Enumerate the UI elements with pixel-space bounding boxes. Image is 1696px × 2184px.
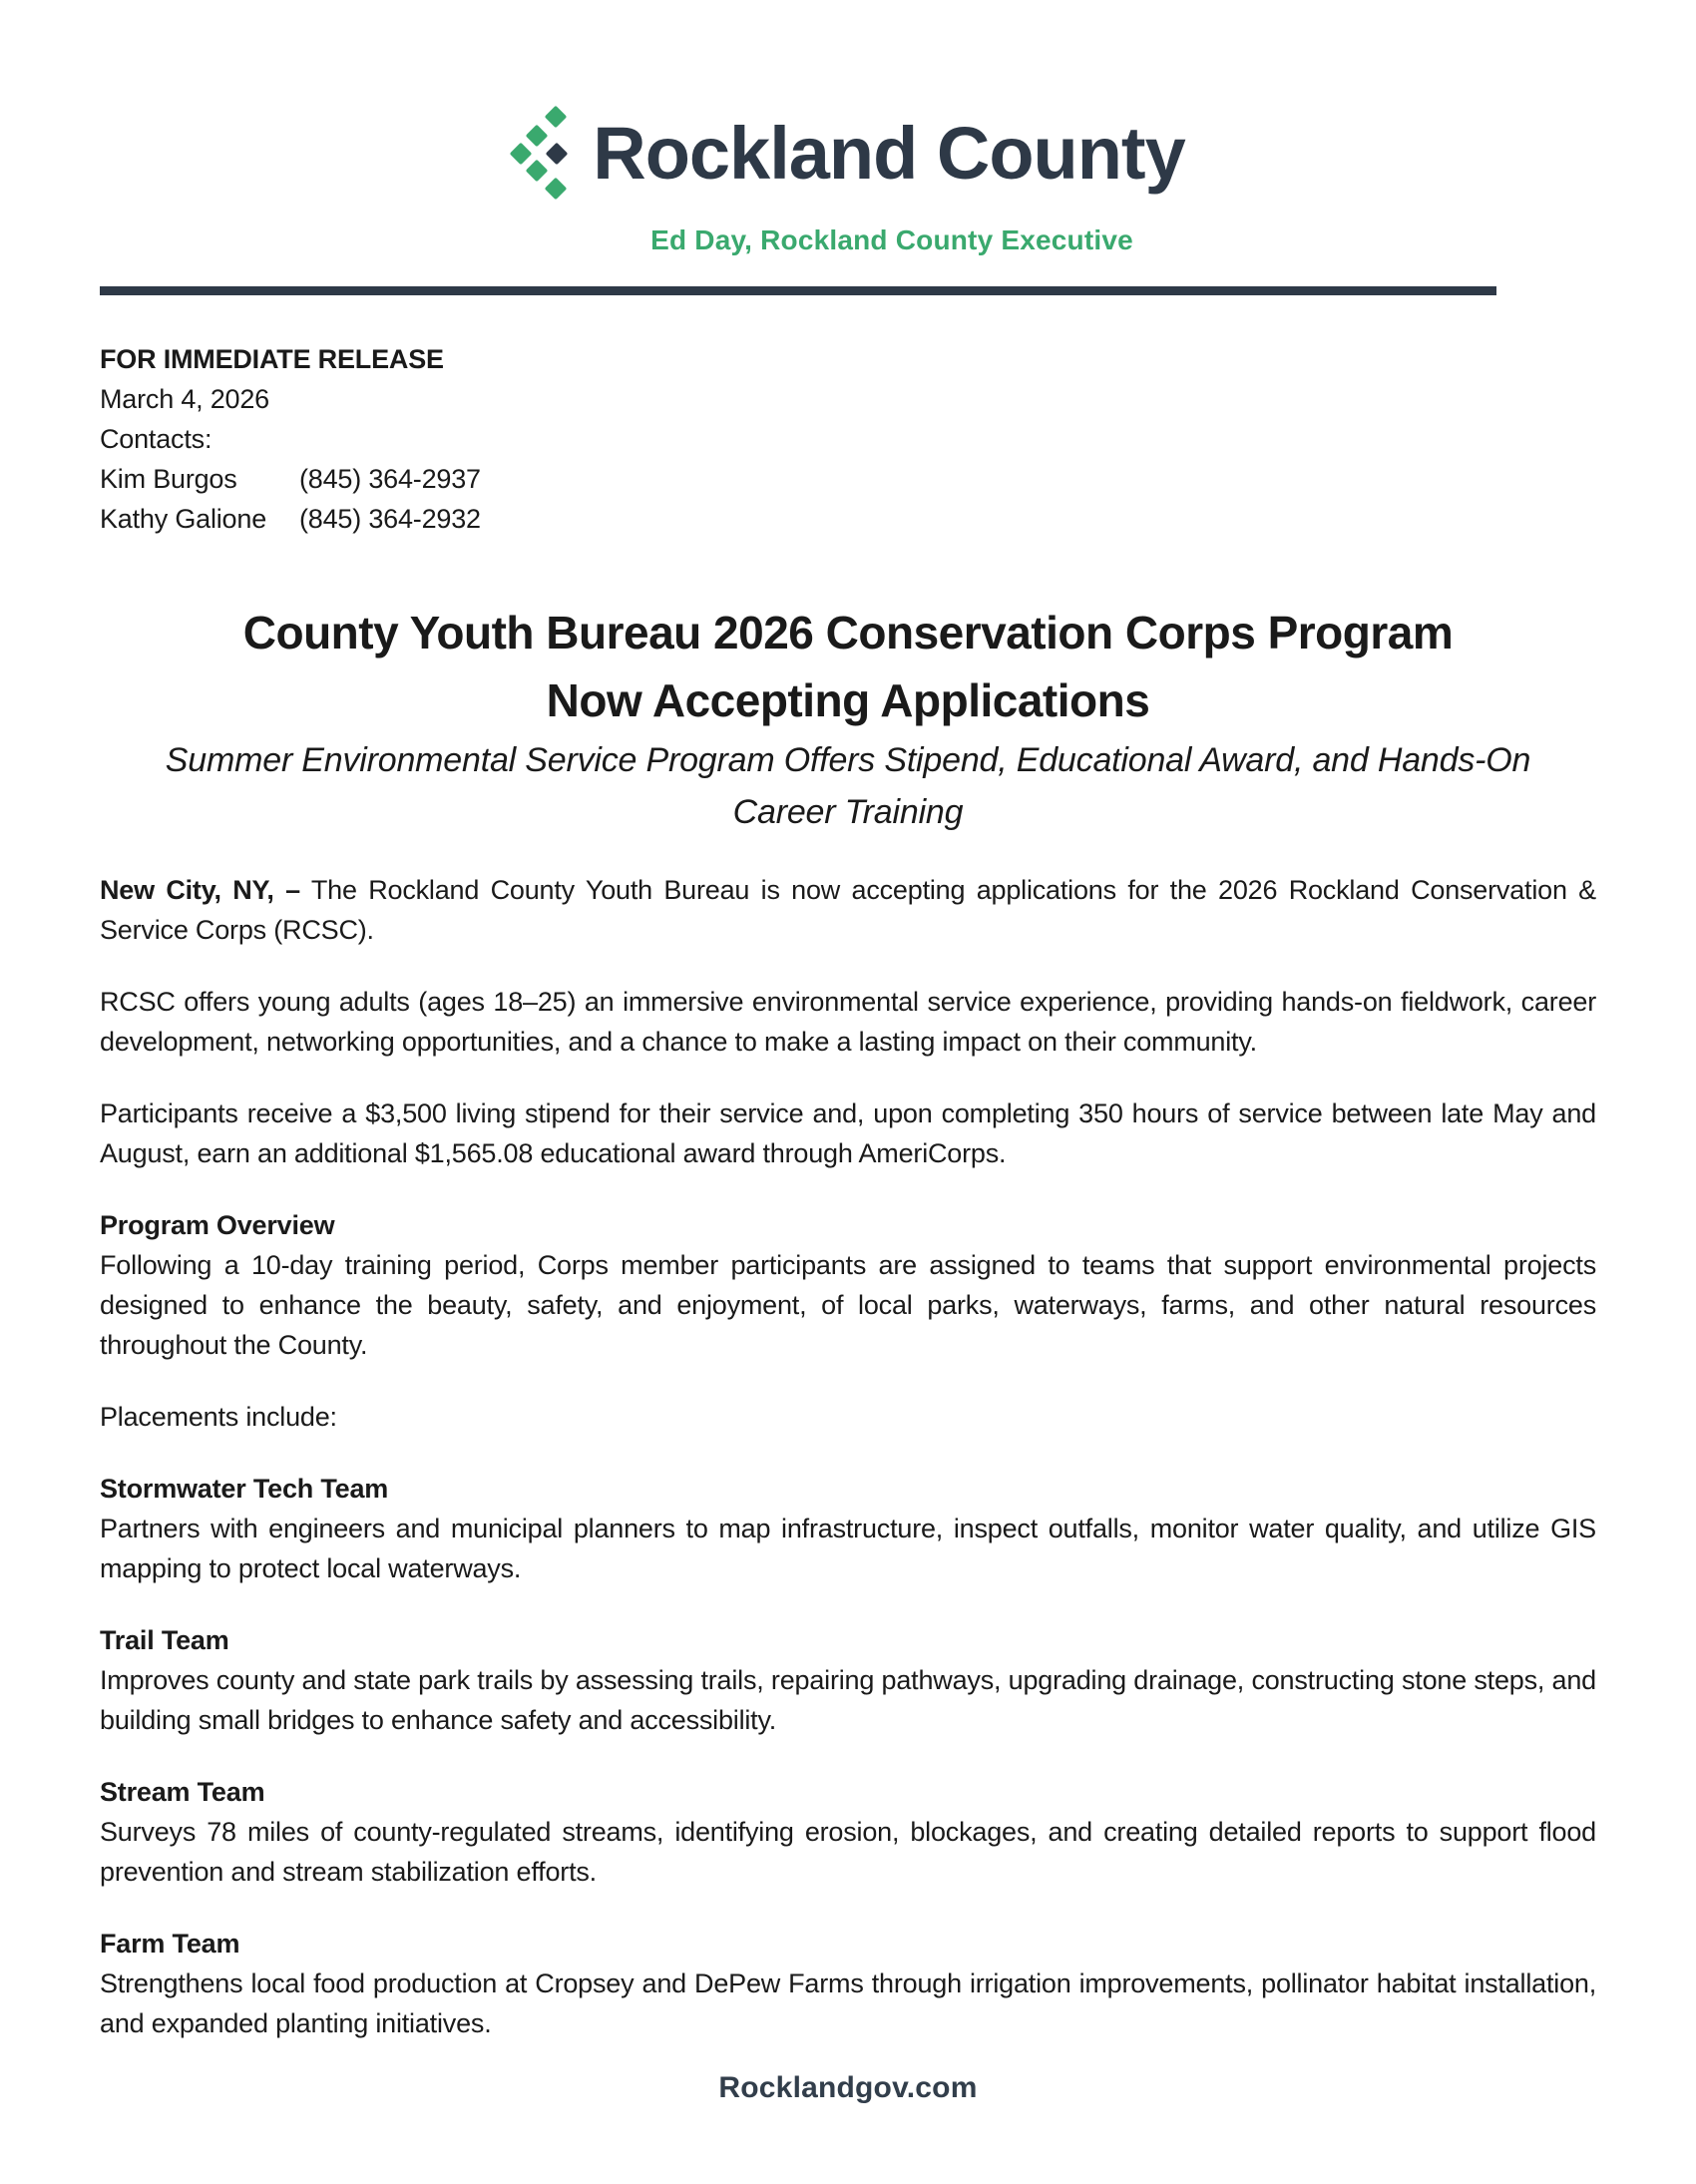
contact-phone: (845) 364-2932: [299, 504, 481, 534]
program-description-paragraph: RCSC offers young adults (ages 18–25) an immersive environmental service experience, providing hands-on fieldwork, career development, networking opportunities, and a chance to make a lasting impact on their community.: [100, 987, 1596, 1057]
header-divider: [100, 286, 1496, 295]
release-info-block: [100, 339, 1596, 539]
website-footer: Rocklandgov.com: [718, 2071, 978, 2104]
diamond-chevron-icon: [511, 105, 569, 201]
executive-tagline: Ed Day, Rockland County Executive: [650, 224, 1133, 255]
program-overview-text: Following a 10-day training period, Corps member participants are assigned to teams that support environmental projects designed to enhance the beauty, safety, and enjoyment, of local parks, waterways, farms, and other natural resources throughout the County.: [100, 1250, 1596, 1360]
release-date: March 4, 2026: [100, 384, 269, 414]
diamond-shape: [526, 160, 549, 183]
headline-subtitle: Summer Environmental Service Program Offers Stipend, Educational Award, and Hands-On Career Training: [165, 741, 1531, 831]
contact-phone: (845) 364-2937: [299, 464, 481, 494]
headline-line-1: County Youth Bureau 2026 Conservation Corps Program: [242, 607, 1454, 658]
diamond-shape-dark: [546, 143, 569, 166]
headline-line-2: Now Accepting Applications: [546, 674, 1150, 726]
team-description: Strengthens local food production at Cropsey and DePew Farms through irrigation improvements, pollinator habitat installation, and expanded planting initiatives.: [100, 1968, 1596, 2038]
diamond-shape: [545, 178, 568, 201]
diamond-shape: [510, 143, 533, 166]
contact-name: Kathy Galione: [100, 504, 267, 534]
logo-wordmark: Rockland County: [593, 111, 1185, 195]
team-name: Farm Team: [100, 1929, 240, 1959]
team-section-stormwater: [100, 1469, 1596, 1588]
headline-block: [0, 599, 1696, 838]
team-name: Stream Team: [100, 1777, 265, 1807]
team-name: Trail Team: [100, 1625, 229, 1655]
intro-paragraph: [100, 870, 1596, 950]
program-overview-section: [100, 1205, 1596, 1365]
contact-row: [100, 499, 1596, 539]
team-description: Improves county and state park trails by assessing trails, repairing pathways, upgrading drainage, constructing stone steps, and building small bridges to enhance safety and accessibility.: [100, 1665, 1596, 1735]
intro-text: The Rockland County Youth Bureau is now accepting applications for the 2026 Rockland Conservation & Service Corps (RCSC).: [100, 875, 1596, 945]
diamond-shape: [545, 106, 568, 129]
contacts-label: Contacts:: [100, 424, 212, 454]
contact-row: [100, 459, 1596, 499]
diamond-shape: [526, 125, 549, 148]
team-name: Stormwater Tech Team: [100, 1474, 389, 1504]
release-label: FOR IMMEDIATE RELEASE: [100, 344, 444, 374]
dateline: New City, NY, –: [100, 875, 300, 905]
program-overview-heading: Program Overview: [100, 1210, 335, 1240]
team-description: Partners with engineers and municipal planners to map infrastructure, inspect outfalls, monitor water quality, and utilize GIS mapping to protect local waterways.: [100, 1514, 1596, 1583]
document-body: [100, 870, 1596, 2043]
team-section-farm: [100, 1924, 1596, 2043]
stipend-paragraph: Participants receive a $3,500 living stipend for their service and, upon completing 350 hours of service between late May and August, earn an additional $1,565.08 educational award through AmeriCorps.: [100, 1098, 1596, 1168]
header: [0, 0, 1696, 295]
team-section-stream: [100, 1772, 1596, 1892]
team-section-trail: [100, 1620, 1596, 1740]
team-description: Surveys 78 miles of county-regulated streams, identifying erosion, blockages, and creating detailed reports to support flood prevention and stream stabilization efforts.: [100, 1817, 1596, 1887]
placements-label: Placements include:: [100, 1402, 337, 1432]
contact-name: Kim Burgos: [100, 464, 237, 494]
county-logo: [0, 97, 1696, 209]
